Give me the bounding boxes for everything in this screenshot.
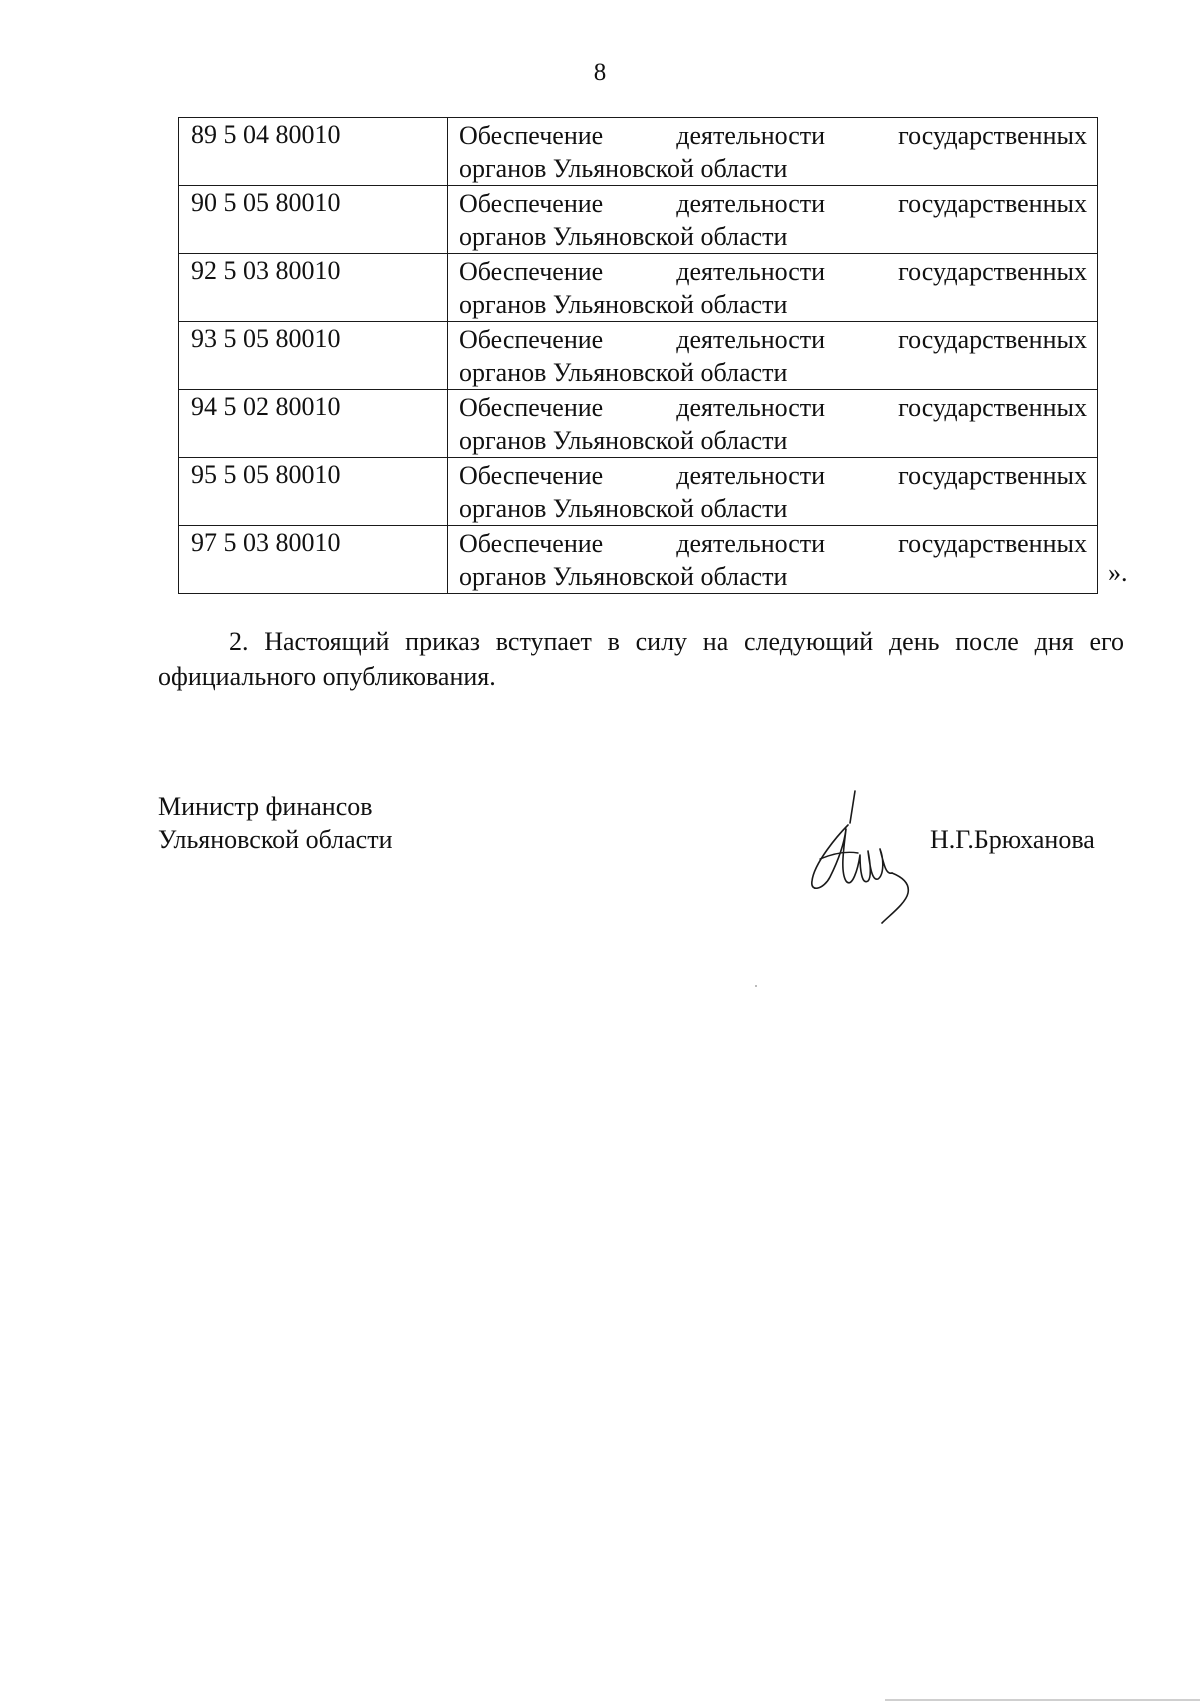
budget-code-cell: 92 5 03 80010 — [179, 254, 448, 322]
budget-code-cell: 97 5 03 80010 — [179, 526, 448, 594]
signer-title-line-1: Министр финансов — [158, 792, 373, 821]
budget-codes-table-body — [179, 118, 1098, 594]
description-line-2: органов Ульяновской области — [459, 562, 788, 591]
closing-quote: ». — [1108, 558, 1128, 587]
signer-name: Н.Г.Брюханова — [930, 825, 1095, 854]
table-row — [179, 390, 1098, 458]
description-word: деятельности — [676, 529, 826, 558]
description-word: государственных — [898, 529, 1087, 558]
description-word: государственных — [898, 257, 1087, 286]
description-word: Обеспечение — [459, 121, 604, 150]
table-row — [179, 322, 1098, 390]
table-row — [179, 526, 1098, 594]
description-line-1 — [459, 255, 1087, 288]
description-cell — [448, 526, 1098, 594]
description-line-2: органов Ульяновской области — [459, 426, 788, 455]
description-word: государственных — [898, 189, 1087, 218]
description-word: государственных — [898, 461, 1087, 490]
description-line-1 — [459, 187, 1087, 220]
description-line-1 — [459, 119, 1087, 152]
budget-codes-table — [178, 117, 1098, 594]
table-row — [179, 186, 1098, 254]
signer-title — [158, 790, 392, 856]
budget-code-cell: 95 5 05 80010 — [179, 458, 448, 526]
description-cell — [448, 118, 1098, 186]
description-word: государственных — [898, 121, 1087, 150]
description-cell — [448, 322, 1098, 390]
description-word: Обеспечение — [459, 393, 604, 422]
description-cell — [448, 254, 1098, 322]
table-row — [179, 254, 1098, 322]
description-word: Обеспечение — [459, 257, 604, 286]
description-word: Обеспечение — [459, 529, 604, 558]
table-row — [179, 118, 1098, 186]
description-word: государственных — [898, 393, 1087, 422]
description-word: деятельности — [676, 257, 826, 286]
description-cell — [448, 186, 1098, 254]
effective-date-clause: 2. Настоящий приказ вступает в силу на следующий день после дня его официального опубликования. — [158, 627, 1124, 691]
budget-code-cell: 93 5 05 80010 — [179, 322, 448, 390]
description-line-1 — [459, 527, 1087, 560]
description-word: Обеспечение — [459, 325, 604, 354]
description-line-1 — [459, 391, 1087, 424]
table-row — [179, 458, 1098, 526]
description-line-2: органов Ульяновской области — [459, 494, 788, 523]
description-word: Обеспечение — [459, 461, 604, 490]
description-word: государственных — [898, 325, 1087, 354]
description-line-2: органов Ульяновской области — [459, 358, 788, 387]
budget-code-cell: 90 5 05 80010 — [179, 186, 448, 254]
signer-title-line-2: Ульяновской области — [158, 825, 393, 854]
description-word: деятельности — [676, 189, 826, 218]
scan-bottom-edge — [885, 1699, 1200, 1701]
description-line-2: органов Ульяновской области — [459, 154, 788, 183]
description-word: Обеспечение — [459, 189, 604, 218]
budget-code-cell: 89 5 04 80010 — [179, 118, 448, 186]
description-word: деятельности — [676, 325, 826, 354]
description-cell — [448, 458, 1098, 526]
description-line-2: органов Ульяновской области — [459, 222, 788, 251]
description-word: деятельности — [676, 461, 826, 490]
description-line-1 — [459, 323, 1087, 356]
budget-code-cell: 94 5 02 80010 — [179, 390, 448, 458]
page-number: 8 — [593, 59, 607, 86]
description-word: деятельности — [676, 121, 826, 150]
description-word: деятельности — [676, 393, 826, 422]
description-line-2: органов Ульяновской области — [459, 290, 788, 319]
handwritten-signature — [800, 785, 920, 925]
description-cell — [448, 390, 1098, 458]
description-line-1 — [459, 459, 1087, 492]
scan-speck — [755, 985, 757, 987]
